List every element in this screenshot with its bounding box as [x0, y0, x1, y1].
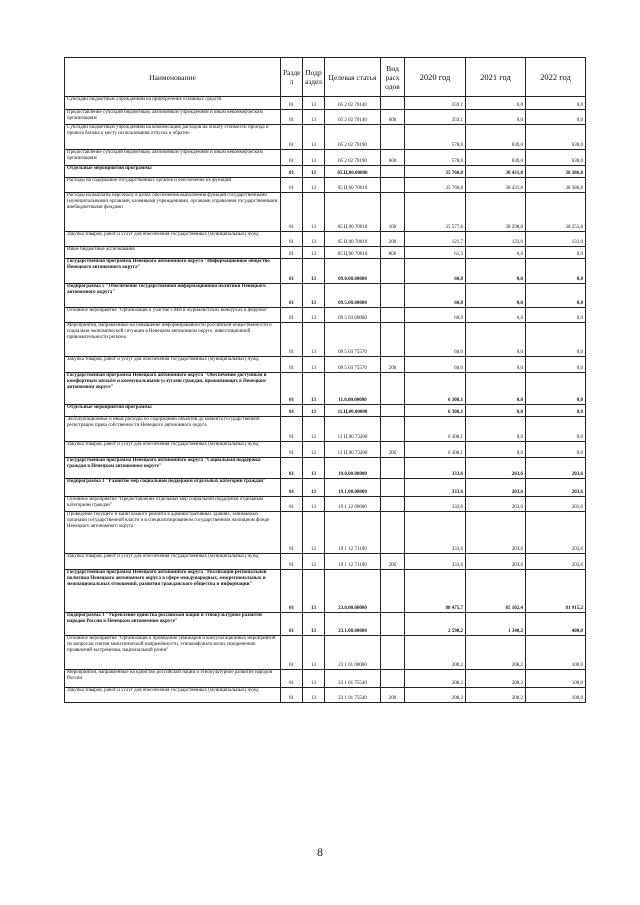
table-row — [65, 405, 586, 417]
row-2021: 0,0 — [466, 373, 526, 405]
row-2022: 100,0 — [526, 688, 586, 703]
row-2021: 0,0 — [466, 259, 526, 284]
table-row — [65, 442, 586, 458]
row-statya: 05 Ц 00 70010 — [325, 232, 381, 247]
row-razdel: 01 — [281, 497, 303, 512]
row-razdel: 01 — [281, 417, 303, 442]
row-podrazdel: 13 — [303, 178, 325, 193]
row-statya: 11.0.00.00000 — [325, 373, 381, 405]
row-razdel: 01 — [281, 232, 303, 247]
row-statya: 11 Ц 00 73200 — [325, 417, 381, 442]
header-2020: 2020 год — [405, 58, 466, 97]
row-razdel: 01 — [281, 247, 303, 259]
row-2021: 38 431,8 — [466, 178, 526, 193]
row-2020: 35 760,8 — [405, 166, 466, 178]
row-podrazdel: 13 — [303, 125, 325, 150]
row-name: Эксплуатационные и иные расходы по содержанию объектов до момента государственной регистрации права собственности Ненецкого автономного округа — [65, 417, 281, 442]
row-statya: 23 1 01 75540 — [325, 688, 381, 703]
row-statya: 05 2 02 70140 — [325, 97, 381, 110]
table-row — [65, 247, 586, 259]
row-name: Основное мероприятие "Предоставление отдельных мер социальной поддержки отдельным категориям граждан" — [65, 497, 281, 512]
header-name: Наименование — [65, 58, 281, 97]
row-podrazdel: 13 — [303, 259, 325, 284]
row-name: Основное мероприятие "Организация и участие СМИ в журналистских конкурсах и форумах" — [65, 308, 281, 323]
header-2022: 2022 год — [526, 58, 586, 97]
row-2021: 0,0 — [466, 405, 526, 417]
row-name: Предоставление субсидий бюджетным, автономным учреждениям и иным некоммерческим организациям — [65, 110, 281, 125]
row-2021: 630,0 — [466, 125, 526, 150]
row-podrazdel: 13 — [303, 570, 325, 613]
row-statya: 05 Ц 00 70010 — [325, 247, 381, 259]
row-2020: 6 308,1 — [405, 442, 466, 458]
row-vid — [381, 405, 405, 417]
row-statya: 09.5.00.00000 — [325, 284, 381, 308]
row-podrazdel: 13 — [303, 357, 325, 373]
row-vid: 600 — [381, 110, 405, 125]
row-podrazdel: 13 — [303, 479, 325, 497]
row-2022: 100,0 — [526, 670, 586, 688]
row-2022: 203,6 — [526, 512, 586, 554]
row-2020: 60,0 — [405, 357, 466, 373]
row-2020: 333,6 — [405, 497, 466, 512]
header-vid: Вид расх одов — [381, 58, 405, 97]
row-podrazdel: 13 — [303, 405, 325, 417]
row-2021: 85 102,4 — [466, 570, 526, 613]
row-2022: 0,0 — [526, 110, 586, 125]
row-vid: 100 — [381, 193, 405, 232]
row-name: Закупка товаров, работ и услуг для обеспечения государственных (муниципальных) нужд — [65, 232, 281, 247]
row-podrazdel: 13 — [303, 323, 325, 357]
row-podrazdel: 13 — [303, 110, 325, 125]
row-2020: 208,2 — [405, 688, 466, 703]
row-vid — [381, 570, 405, 613]
table-row — [65, 150, 586, 166]
row-2020: 359,1 — [405, 110, 466, 125]
row-name: Государственная программа Ненецкого автономного округа "Обеспечение доступным и комфортным жильём и коммунальными услугами граждан, проживающих в Ненецком автономном округе" — [65, 373, 281, 405]
row-podrazdel: 13 — [303, 512, 325, 554]
row-2021: 203,6 — [466, 512, 526, 554]
table-row — [65, 636, 586, 670]
row-razdel: 01 — [281, 284, 303, 308]
row-razdel: 01 — [281, 636, 303, 670]
row-2020: 578,0 — [405, 125, 466, 150]
table-row — [65, 178, 586, 193]
row-2022: 100,0 — [526, 636, 586, 670]
row-name: Подпрограмма 5 "Обеспечение государственной информационной политики Ненецкого автономного округа" — [65, 284, 281, 308]
row-2022: 203,6 — [526, 458, 586, 479]
row-razdel: 01 — [281, 308, 303, 323]
row-vid — [381, 497, 405, 512]
row-2021: 208,2 — [466, 636, 526, 670]
table-row — [65, 613, 586, 636]
row-name: Закупка товаров, работ и услуг для обеспечения государственных (муниципальных) нужд — [65, 688, 281, 703]
row-vid: 200 — [381, 554, 405, 570]
row-2022: 0,0 — [526, 284, 586, 308]
row-razdel: 01 — [281, 458, 303, 479]
row-2020: 121,7 — [405, 232, 466, 247]
table-row — [65, 570, 586, 613]
row-vid: 200 — [381, 357, 405, 373]
row-2020: 60,0 — [405, 259, 466, 284]
row-statya: 09 5 03 75570 — [325, 357, 381, 373]
row-podrazdel: 13 — [303, 373, 325, 405]
row-statya: 05 Ц 00 70010 — [325, 178, 381, 193]
row-vid — [381, 308, 405, 323]
row-statya: 05 2 02 70140 — [325, 110, 381, 125]
row-podrazdel: 13 — [303, 442, 325, 458]
row-vid: 200 — [381, 442, 405, 458]
table-row — [65, 512, 586, 554]
row-2021: 203,6 — [466, 497, 526, 512]
row-2020: 208,2 — [405, 636, 466, 670]
row-vid — [381, 97, 405, 110]
row-2022: 0,0 — [526, 247, 586, 259]
table-row — [65, 284, 586, 308]
row-statya: 05.Ц.00.00000 — [325, 166, 381, 178]
row-name: Предоставление субсидий бюджетным, автономным учреждениям и иным некоммерческим организациям — [65, 150, 281, 166]
row-2021: 38 431,8 — [466, 166, 526, 178]
row-name: Расходы на содержание государственных органов и обеспечение их функций — [65, 178, 281, 193]
row-name: Закупка товаров, работ и услуг для обеспечения государственных (муниципальных) нужд — [65, 442, 281, 458]
row-podrazdel: 13 — [303, 458, 325, 479]
row-vid — [381, 125, 405, 150]
row-name: Закупка товаров, работ и услуг для обеспечения государственных (муниципальных) нужд — [65, 357, 281, 373]
row-2022: 630,0 — [526, 125, 586, 150]
row-statya: 09.0.00.00000 — [325, 259, 381, 284]
row-name: Отдельные мероприятия программы — [65, 166, 281, 178]
page-number: 8 — [317, 845, 323, 859]
row-2022: 0,0 — [526, 373, 586, 405]
row-podrazdel: 13 — [303, 497, 325, 512]
row-vid — [381, 670, 405, 688]
row-name: Проведение текущего и капитального ремонта в административных зданиях, занимаемых органами государственной власти и в специализированном государственном жилищном фонде Ненецкого автономного округа — [65, 512, 281, 554]
row-statya: 19.1.00.00000 — [325, 479, 381, 497]
table-row — [65, 458, 586, 479]
table-row — [65, 125, 586, 150]
table-header-row — [65, 58, 586, 97]
table-row — [65, 688, 586, 703]
row-2022: 0,0 — [526, 259, 586, 284]
row-2021: 203,6 — [466, 458, 526, 479]
row-2021: 208,2 — [466, 688, 526, 703]
row-name: Государственная программа Ненецкого автономного округа "Реализация региональной политики Ненецкого автономного округа в сфере международных, межрегиональных и межнациональных отношений, развития гражданского общества и информации" — [65, 570, 281, 613]
row-razdel: 01 — [281, 97, 303, 110]
row-2022: 630,0 — [526, 150, 586, 166]
row-razdel: 01 — [281, 670, 303, 688]
row-2022: 133,0 — [526, 232, 586, 247]
row-2022: 81 915,2 — [526, 570, 586, 613]
table-body — [65, 97, 586, 703]
row-name: Иные бюджетные ассигнования — [65, 247, 281, 259]
row-statya: 05 Ц 00 70010 — [325, 193, 381, 232]
row-statya: 11 Ц 00 73200 — [325, 442, 381, 458]
row-statya: 09 5 03 75570 — [325, 323, 381, 357]
row-podrazdel: 13 — [303, 670, 325, 688]
row-razdel: 01 — [281, 125, 303, 150]
table-row — [65, 259, 586, 284]
row-razdel: 01 — [281, 405, 303, 417]
row-razdel: 01 — [281, 259, 303, 284]
row-name: Мероприятия, направленные на единство российской нации и этнокультурное развитие народов России — [65, 670, 281, 688]
row-razdel: 01 — [281, 688, 303, 703]
row-podrazdel: 13 — [303, 308, 325, 323]
row-statya: 19 1 12 00000 — [325, 497, 381, 512]
row-2020: 35 760,8 — [405, 178, 466, 193]
row-2021: 0,0 — [466, 247, 526, 259]
row-razdel: 01 — [281, 110, 303, 125]
table-row — [65, 670, 586, 688]
row-2022: 0,0 — [526, 97, 586, 110]
row-statya: 19.0.00.00000 — [325, 458, 381, 479]
row-vid: 800 — [381, 247, 405, 259]
row-2021: 630,0 — [466, 150, 526, 166]
row-vid — [381, 166, 405, 178]
table-row — [65, 417, 586, 442]
row-vid — [381, 613, 405, 636]
row-2022: 0,0 — [526, 323, 586, 357]
row-statya: 23 1 01 75540 — [325, 670, 381, 688]
row-razdel: 01 — [281, 512, 303, 554]
table-row — [65, 497, 586, 512]
row-razdel: 01 — [281, 166, 303, 178]
row-2021: 38 298,8 — [466, 193, 526, 232]
row-2020: 88 475,7 — [405, 570, 466, 613]
row-2021: 0,0 — [466, 323, 526, 357]
table-row — [65, 232, 586, 247]
row-razdel: 01 — [281, 357, 303, 373]
row-2022: 203,6 — [526, 479, 586, 497]
row-statya: 23.1.00.00000 — [325, 613, 381, 636]
table-row — [65, 166, 586, 178]
row-2022: 38 386,8 — [526, 166, 586, 178]
row-vid — [381, 323, 405, 357]
row-statya: 23 1 01 00000 — [325, 636, 381, 670]
table-row — [65, 373, 586, 405]
row-podrazdel: 13 — [303, 554, 325, 570]
row-razdel: 01 — [281, 323, 303, 357]
row-razdel: 01 — [281, 193, 303, 232]
header-podrazdel: Подр аздел — [303, 58, 325, 97]
row-2022: 38 253,8 — [526, 193, 586, 232]
row-name: Подпрограмма 1 "Развитие мер социальной поддержки отдельных категорий граждан" — [65, 479, 281, 497]
row-razdel: 01 — [281, 613, 303, 636]
row-razdel: 01 — [281, 373, 303, 405]
row-vid — [381, 636, 405, 670]
row-podrazdel: 13 — [303, 150, 325, 166]
row-name: Государственная программа Ненецкого автономного округа "Информационное общество Ненецкого автономного округа" — [65, 259, 281, 284]
row-podrazdel: 13 — [303, 166, 325, 178]
row-2021: 208,2 — [466, 670, 526, 688]
row-podrazdel: 13 — [303, 688, 325, 703]
row-vid: 600 — [381, 150, 405, 166]
row-2020: 333,6 — [405, 479, 466, 497]
row-statya: 23.0.00.00000 — [325, 570, 381, 613]
row-2021: 0,0 — [466, 417, 526, 442]
row-2021: 0,0 — [466, 110, 526, 125]
row-2021: 203,6 — [466, 554, 526, 570]
row-2022: 0,0 — [526, 357, 586, 373]
row-2021: 0,0 — [466, 308, 526, 323]
row-2020: 333,6 — [405, 458, 466, 479]
row-2020: 35 577,6 — [405, 193, 466, 232]
table-row — [65, 110, 586, 125]
row-vid — [381, 458, 405, 479]
row-2020: 61,5 — [405, 247, 466, 259]
row-2022: 0,0 — [526, 405, 586, 417]
header-statya: Целевая статья — [325, 58, 381, 97]
row-vid: 200 — [381, 232, 405, 247]
table-row — [65, 323, 586, 357]
row-name: Субсидии бюджетным учреждениям на компенсацию расходов на оплату стоимости проезда и провоза багажа к месту использования отпуска и обратно — [65, 125, 281, 150]
row-2020: 578,0 — [405, 150, 466, 166]
row-razdel: 01 — [281, 442, 303, 458]
row-podrazdel: 13 — [303, 636, 325, 670]
row-2021: 133,0 — [466, 232, 526, 247]
row-2021: 0,0 — [466, 442, 526, 458]
row-2020: 333,6 — [405, 512, 466, 554]
row-podrazdel: 13 — [303, 284, 325, 308]
row-name: Государственная программа Ненецкого автономного округа "Социальная поддержка граждан в Ненецком автономном округе" — [65, 458, 281, 479]
row-name: Отдельные мероприятия программы — [65, 405, 281, 417]
row-razdel: 01 — [281, 150, 303, 166]
row-podrazdel: 13 — [303, 232, 325, 247]
row-2021: 0,0 — [466, 357, 526, 373]
row-2020: 359,1 — [405, 97, 466, 110]
row-name: Подпрограмма 1 "Укрепление единства российской нации и этнокультурное развитие народов России в Ненецком автономном округе" — [65, 613, 281, 636]
row-name: Расходы на выплаты персоналу в целях обеспечения выполнения функций государственными (муниципальными) органами, казенными учреждениями, органами управления государственными внебюджетными фондами — [65, 193, 281, 232]
row-podrazdel: 13 — [303, 193, 325, 232]
row-vid — [381, 417, 405, 442]
table-row — [65, 193, 586, 232]
row-2022: 400,0 — [526, 613, 586, 636]
row-razdel: 01 — [281, 479, 303, 497]
row-2021: 0,0 — [466, 284, 526, 308]
row-2021: 0,0 — [466, 97, 526, 110]
row-podrazdel: 13 — [303, 97, 325, 110]
row-statya: 11.Ц.00.00000 — [325, 405, 381, 417]
row-2020: 208,2 — [405, 670, 466, 688]
row-razdel: 01 — [281, 570, 303, 613]
budget-table — [64, 57, 586, 703]
row-2020: 60,0 — [405, 323, 466, 357]
row-vid — [381, 512, 405, 554]
header-2021: 2021 год — [466, 58, 526, 97]
row-2020: 333,6 — [405, 554, 466, 570]
row-name: Мероприятия, направленные на повышение информированности российской общественности о социально-экономической ситуации в Ненецком автономном округе, инвестиционной привлекательности региона — [65, 323, 281, 357]
row-vid — [381, 259, 405, 284]
row-statya: 19 1 12 71190 — [325, 554, 381, 570]
row-2021: 203,6 — [466, 479, 526, 497]
header-razdel: Разде л — [281, 58, 303, 97]
row-2022: 203,6 — [526, 497, 586, 512]
table-row — [65, 97, 586, 110]
row-2021: 1 340,2 — [466, 613, 526, 636]
row-statya: 05 2 02 70190 — [325, 150, 381, 166]
row-razdel: 01 — [281, 554, 303, 570]
row-name: Субсидии бюджетным учреждениям на приобретение основных средств — [65, 97, 281, 110]
row-razdel: 01 — [281, 178, 303, 193]
row-2020: 6 308,1 — [405, 373, 466, 405]
row-statya: 19 1 12 71190 — [325, 512, 381, 554]
row-podrazdel: 13 — [303, 247, 325, 259]
row-2020: 6 308,1 — [405, 405, 466, 417]
row-2020: 2 590,2 — [405, 613, 466, 636]
row-2020: 60,0 — [405, 308, 466, 323]
row-2020: 60,0 — [405, 284, 466, 308]
row-vid — [381, 284, 405, 308]
table-row — [65, 479, 586, 497]
row-2022: 0,0 — [526, 417, 586, 442]
row-statya: 09 5 03 00000 — [325, 308, 381, 323]
row-2022: 0,0 — [526, 308, 586, 323]
row-2022: 0,0 — [526, 442, 586, 458]
row-vid: 200 — [381, 688, 405, 703]
row-2022: 38 386,8 — [526, 178, 586, 193]
row-podrazdel: 13 — [303, 417, 325, 442]
table-row — [65, 554, 586, 570]
table-row — [65, 357, 586, 373]
row-name: Закупка товаров, работ и услуг для обеспечения государственных (муниципальных) нужд — [65, 554, 281, 570]
row-vid — [381, 373, 405, 405]
row-2022: 203,6 — [526, 554, 586, 570]
row-vid — [381, 178, 405, 193]
row-name: Основное мероприятие "Организация и проведение семинаров и консультационных мероприятий по вопросам снятия межэтнической напряжённости, этноконфликтологии, искоренению проявлений экстремизма, национальной розни" — [65, 636, 281, 670]
row-statya: 05 2 02 70190 — [325, 125, 381, 150]
table-row — [65, 308, 586, 323]
row-podrazdel: 13 — [303, 613, 325, 636]
row-2020: 6 308,1 — [405, 417, 466, 442]
row-vid — [381, 479, 405, 497]
